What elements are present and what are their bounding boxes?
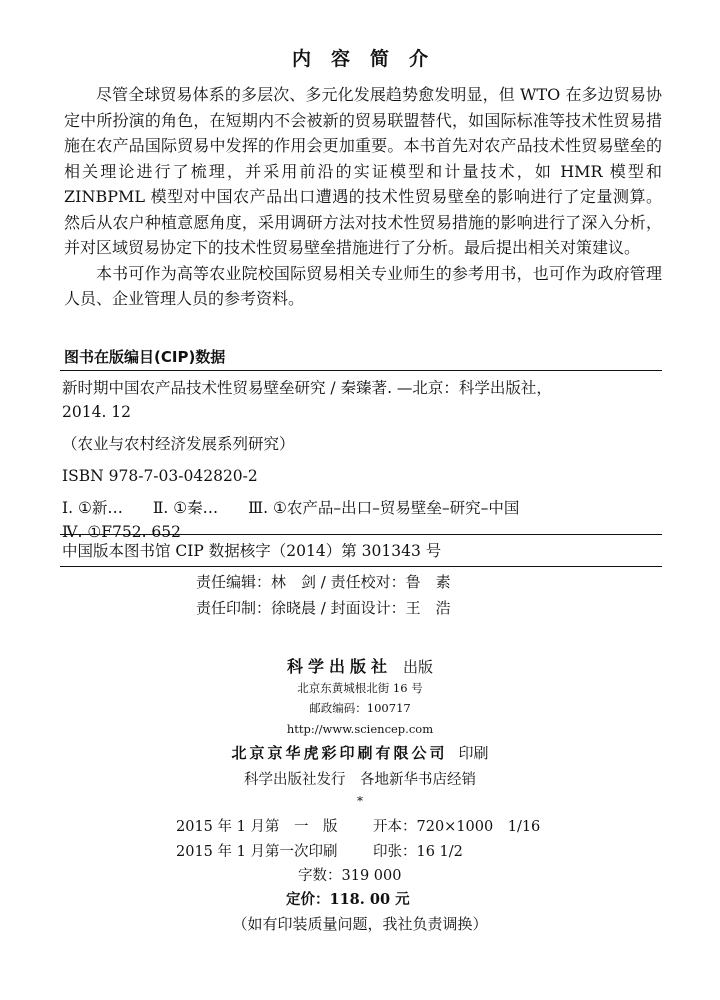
cip-record-number: 中国版本图书馆 CIP 数据核字（2014）第 301343 号: [62, 542, 442, 560]
printing-info: 2015 年 1 月第一次印刷: [176, 844, 338, 860]
content-summary-title: 内容简介: [291, 48, 448, 70]
cip-isbn: ISBN 978-7-03-042820-2: [62, 467, 258, 485]
cip-top-rule: [60, 370, 662, 371]
printer-line: [0, 742, 720, 763]
word-count-info: 字数：319 000: [298, 868, 402, 884]
printer-role: 印刷: [458, 744, 489, 762]
price-info: 定价：118. 00 元: [286, 891, 410, 908]
sheets-info: 印张：16 1/2: [373, 844, 463, 860]
cip-record-line-2: 2014. 12: [62, 403, 132, 421]
staff-line-1: 责任编辑：林 剑 / 责任校对：鲁 素: [196, 573, 451, 591]
summary-paragraph-2: 本书可作为高等农业院校国际贸易相关专业师生的参考用书，也可作为政府管理人员、企业管理人员的参考资料。: [64, 263, 662, 308]
separator-mark: *: [357, 794, 363, 808]
cip-class-3: Ⅲ. ①农产品–出口–贸易壁垒–研究–中国: [248, 499, 520, 517]
publisher-address: 北京东黄城根北街 16 号: [297, 681, 423, 695]
cip-record: [62, 376, 662, 544]
cip-series: （农业与农村经济发展系列研究）: [62, 435, 295, 453]
cip-class-2: Ⅱ. ①秦…: [152, 499, 219, 517]
publisher-role: 出版: [403, 658, 434, 676]
summary-paragraph-1: 尽管全球贸易体系的多层次、多元化发展趋势愈发明显，但 WTO 在多边贸易协定中所扮演的角色，在短期内不会被新的贸易联盟替代，如国际标准等技术性贸易措施在农产品国际贸易中发挥的作用会更加重要。本书首先对农产品技术性贸易壁垒的相关理论进行了梳理，并采用前沿的实证模型和计量技术，如 HMR 模型和 ZINBPML 模型对中国农产品出口遭遇的技术性贸易壁垒的影响进行了定量测算。然后从农户种植意愿角度，采用调研方法对技术性贸易措施的影响进行了深入分析，并对区域贸易协定下的技术性贸易壁垒措施进行了分析。最后提出相关对策建议。: [64, 85, 662, 257]
publisher-postcode: 邮政编码：100717: [309, 701, 411, 715]
cip-record-line-1: 新时期中国农产品技术性贸易壁垒研究 / 秦臻著. —北京：科学出版社，: [62, 379, 552, 397]
cip-class-4: Ⅳ. ①F752. 652: [62, 523, 182, 541]
format-info: 开本：720×1000 1/16: [373, 819, 541, 835]
publisher-website: http://www.sciencep.com: [286, 722, 434, 736]
distribution-line: 科学出版社发行 各地新华书店经销: [244, 772, 476, 788]
cip-middle-rule: [60, 534, 662, 535]
cip-classification: [62, 496, 662, 520]
cip-class-1: Ⅰ. ①新…: [62, 499, 123, 517]
edition-info: 2015 年 1 月第 一 版: [176, 819, 338, 835]
content-summary: [64, 82, 662, 312]
publisher-line: [0, 654, 720, 677]
cip-heading: 图书在版编目(CIP)数据: [64, 348, 226, 366]
staff-line-2: 责任印制：徐晓晨 / 封面设计：王 浩: [196, 599, 451, 617]
publisher-name: 科学出版社: [286, 657, 392, 676]
printer-name: 北京京华虎彩印刷有限公司: [231, 744, 448, 762]
quality-note: （如有印装质量问题，我社负责调换）: [232, 915, 488, 933]
cip-bottom-rule: [60, 566, 662, 567]
